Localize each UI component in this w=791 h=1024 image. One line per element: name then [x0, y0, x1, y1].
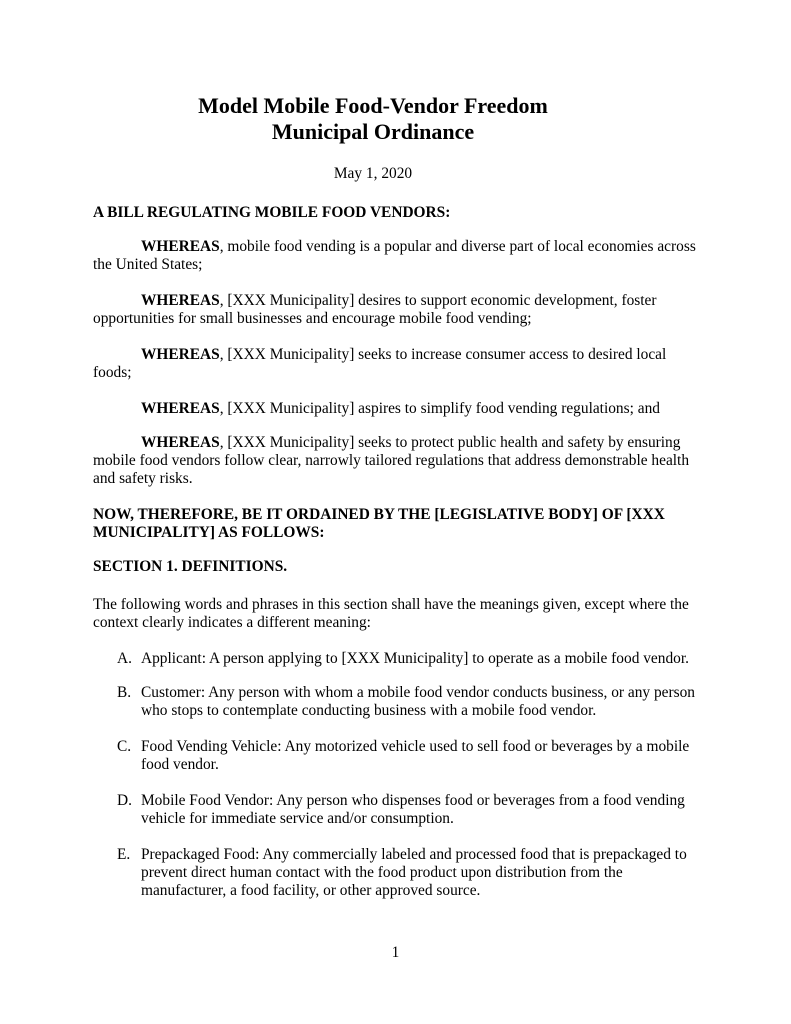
- title-line-1: Model Mobile Food-Vendor Freedom: [198, 93, 548, 118]
- whereas-text: , [XXX Municipality] desires to support economic development, foster opportunities for small businesses and encourage mobile food vending;: [93, 292, 657, 327]
- definition-text: Food Vending Vehicle: Any motorized vehicle used to sell food or beverages by a mobile food vendor.: [141, 738, 690, 773]
- definition-letter: E.: [117, 846, 131, 863]
- definition-item: [117, 684, 707, 720]
- title-line-2: Municipal Ordinance: [271, 119, 475, 144]
- definition-text: Mobile Food Vendor: Any person who dispenses food or beverages from a food vending vehicle for immediate service and/or consumption.: [141, 792, 685, 827]
- whereas-text: , [XXX Municipality] seeks to increase consumer access to desired local foods;: [93, 346, 667, 381]
- definition-text: Customer: Any person with whom a mobile food vendor conducts business, or any person who stops to contemplate conducting business with a mobile food vendor.: [141, 684, 695, 719]
- whereas-label: WHEREAS: [141, 238, 220, 255]
- whereas-clause: [93, 292, 703, 328]
- definition-text: Prepackaged Food: Any commercially labeled and processed food that is prepackaged to prevent direct human contact with the food product upon distribution from the manufacturer, a food facility, or other approved source.: [141, 846, 687, 899]
- whereas-label: WHEREAS: [141, 292, 220, 309]
- section-heading: SECTION 1. DEFINITIONS.: [93, 558, 288, 575]
- whereas-clause: [93, 400, 703, 418]
- whereas-label: WHEREAS: [141, 434, 220, 451]
- definition-letter: D.: [117, 792, 132, 809]
- whereas-clause: [93, 346, 703, 382]
- definition-text: Applicant: A person applying to [XXX Municipality] to operate as a mobile food vendor.: [141, 650, 689, 667]
- definition-item: [117, 650, 707, 668]
- bill-heading: A BILL REGULATING MOBILE FOOD VENDORS:: [93, 204, 451, 221]
- document-title: [93, 93, 653, 145]
- document-date: May 1, 2020: [333, 165, 413, 182]
- section-intro: The following words and phrases in this section shall have the meanings given, except where the context clearly indicates a different meaning:: [93, 596, 689, 631]
- definition-item: [117, 792, 707, 828]
- whereas-label: WHEREAS: [141, 400, 220, 417]
- whereas-clause: [93, 434, 703, 488]
- definition-letter: A.: [117, 650, 132, 667]
- whereas-text: , [XXX Municipality] seeks to protect public health and safety by ensuring mobile food vendors follow clear, narrowly tailored regulations that address demonstrable health and safety risks.: [93, 434, 690, 487]
- page-number: 1: [391, 944, 400, 961]
- whereas-clause: [93, 238, 703, 274]
- whereas-text: , mobile food vending is a popular and diverse part of local economies across the United States;: [93, 238, 696, 273]
- ordained-clause: NOW, THEREFORE, BE IT ORDAINED BY THE [LEGISLATIVE BODY] OF [XXX MUNICIPALITY] AS FOLLOWS:: [93, 506, 665, 541]
- whereas-label: WHEREAS: [141, 346, 220, 363]
- definition-item: [117, 846, 707, 900]
- definition-item: [117, 738, 707, 774]
- definition-letter: C.: [117, 738, 132, 755]
- definition-letter: B.: [117, 684, 132, 701]
- whereas-text: , [XXX Municipality] aspires to simplify food vending regulations; and: [219, 400, 660, 417]
